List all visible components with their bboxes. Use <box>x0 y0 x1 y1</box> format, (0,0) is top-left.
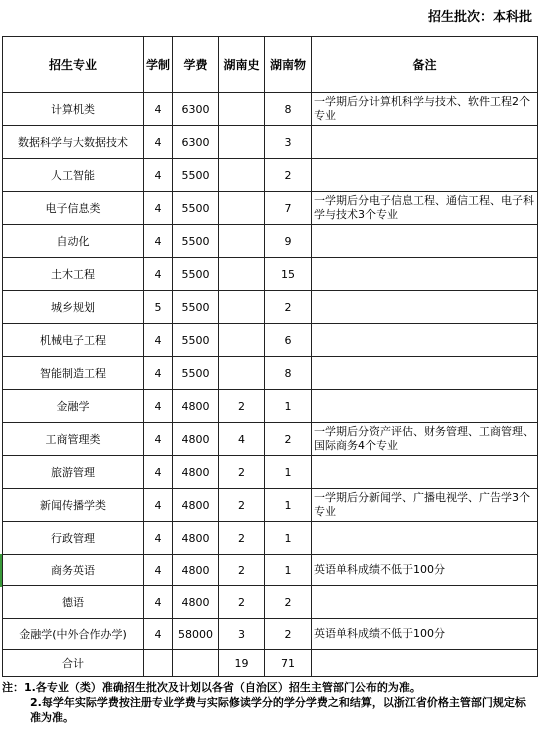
cell-physics: 2 <box>265 159 312 192</box>
cell-major: 土木工程 <box>3 258 144 291</box>
cell-major: 计算机类 <box>3 93 144 126</box>
cell-history: 3 <box>219 619 265 650</box>
cell-major: 自动化 <box>3 225 144 258</box>
cell-physics: 8 <box>265 357 312 390</box>
cell-history: 2 <box>219 555 265 586</box>
cell-note: 一学期后分新闻学、广播电视学、广告学3个专业 <box>312 489 538 522</box>
cell-history: 4 <box>219 423 265 456</box>
cell-major: 数据科学与大数据技术 <box>3 126 144 159</box>
cell-tuition: 4800 <box>173 390 219 423</box>
cell-major: 行政管理 <box>3 522 144 555</box>
total-note <box>312 650 538 677</box>
col-header-remarks: 备注 <box>312 37 538 93</box>
cell-major: 新闻传播学类 <box>3 489 144 522</box>
cell-major: 城乡规划 <box>3 291 144 324</box>
cell-physics: 1 <box>265 456 312 489</box>
cell-major: 金融学 <box>3 390 144 423</box>
table-row <box>3 192 538 225</box>
cell-years: 4 <box>144 456 173 489</box>
cell-years: 4 <box>144 619 173 650</box>
cell-note <box>312 390 538 423</box>
cell-physics: 7 <box>265 192 312 225</box>
cell-physics: 1 <box>265 489 312 522</box>
cell-years: 4 <box>144 258 173 291</box>
table-row <box>3 159 538 192</box>
cell-major: 智能制造工程 <box>3 357 144 390</box>
cell-history: 2 <box>219 586 265 619</box>
cell-tuition: 4800 <box>173 522 219 555</box>
cell-note <box>312 291 538 324</box>
cell-major: 电子信息类 <box>3 192 144 225</box>
cell-note: 一学期后分电子信息工程、通信工程、电子科学与技术3个专业 <box>312 192 538 225</box>
cell-note <box>312 225 538 258</box>
cell-years: 4 <box>144 390 173 423</box>
cell-years: 4 <box>144 126 173 159</box>
cell-major: 人工智能 <box>3 159 144 192</box>
cell-physics: 2 <box>265 619 312 650</box>
table-row <box>3 93 538 126</box>
cell-years: 4 <box>144 489 173 522</box>
table-row <box>3 291 538 324</box>
admission-table <box>2 36 538 677</box>
table-row <box>3 586 538 619</box>
cell-major: 机械电子工程 <box>3 324 144 357</box>
col-header-years: 学制 <box>144 37 173 93</box>
cell-note: 英语单科成绩不低于100分 <box>312 619 538 650</box>
col-header-hunan-physics: 湖南物 <box>265 37 312 93</box>
cell-history <box>219 93 265 126</box>
cell-major: 工商管理类 <box>3 423 144 456</box>
total-row <box>3 650 538 677</box>
table-row <box>3 619 538 650</box>
table-row <box>3 390 538 423</box>
cell-note <box>312 357 538 390</box>
cell-years: 4 <box>144 357 173 390</box>
cell-physics: 2 <box>265 423 312 456</box>
cell-physics: 1 <box>265 555 312 586</box>
cell-years: 4 <box>144 555 173 586</box>
cell-tuition: 5500 <box>173 225 219 258</box>
table-row <box>3 456 538 489</box>
cell-history: 2 <box>219 456 265 489</box>
cell-tuition: 5500 <box>173 192 219 225</box>
cell-tuition: 4800 <box>173 586 219 619</box>
cell-history <box>219 291 265 324</box>
cell-tuition: 5500 <box>173 258 219 291</box>
total-history: 19 <box>219 650 265 677</box>
cell-note <box>312 159 538 192</box>
cell-tuition: 5500 <box>173 291 219 324</box>
cell-major: 商务英语 <box>3 555 144 586</box>
cell-history: 2 <box>219 489 265 522</box>
batch-header: 招生批次：本科批 <box>427 10 532 25</box>
col-header-major: 招生专业 <box>3 37 144 93</box>
cell-history <box>219 126 265 159</box>
cell-physics: 3 <box>265 126 312 159</box>
table-row <box>3 357 538 390</box>
cell-years: 4 <box>144 192 173 225</box>
cell-physics: 15 <box>265 258 312 291</box>
cell-note <box>312 456 538 489</box>
cell-history: 2 <box>219 390 265 423</box>
cell-tuition: 4800 <box>173 489 219 522</box>
cell-note <box>312 586 538 619</box>
cell-years: 5 <box>144 291 173 324</box>
cell-history: 2 <box>219 522 265 555</box>
cell-physics: 8 <box>265 93 312 126</box>
cell-tuition: 4800 <box>173 555 219 586</box>
cell-note: 一学期后分资产评估、财务管理、工商管理、国际商务4个专业 <box>312 423 538 456</box>
cell-note <box>312 522 538 555</box>
cell-years: 4 <box>144 522 173 555</box>
cell-physics: 6 <box>265 324 312 357</box>
cell-major: 旅游管理 <box>3 456 144 489</box>
cell-years: 4 <box>144 586 173 619</box>
table-row <box>3 324 538 357</box>
col-header-hunan-history: 湖南史 <box>219 37 265 93</box>
cell-tuition: 6300 <box>173 126 219 159</box>
cell-tuition: 4800 <box>173 423 219 456</box>
total-years <box>144 650 173 677</box>
cell-years: 4 <box>144 93 173 126</box>
cell-history <box>219 159 265 192</box>
footnote-line-2: 2.每学年实际学费按注册专业学费与实际修读学分的学分学费之和结算，以浙江省价格主管部门规定标准为准。 <box>30 696 526 724</box>
table-row <box>3 126 538 159</box>
cell-history <box>219 225 265 258</box>
cell-tuition: 6300 <box>173 93 219 126</box>
cell-physics: 2 <box>265 291 312 324</box>
cell-tuition: 58000 <box>173 619 219 650</box>
cell-major: 金融学(中外合作办学) <box>3 619 144 650</box>
cell-history <box>219 357 265 390</box>
table-row <box>3 522 538 555</box>
table-row <box>3 258 538 291</box>
table-row <box>3 489 538 522</box>
cell-tuition: 4800 <box>173 456 219 489</box>
cell-physics: 1 <box>265 522 312 555</box>
cell-note <box>312 126 538 159</box>
cell-history <box>219 192 265 225</box>
cell-note <box>312 324 538 357</box>
cell-years: 4 <box>144 324 173 357</box>
cell-note: 英语单科成绩不低于100分 <box>312 555 538 586</box>
footnotes <box>2 680 536 725</box>
cell-major: 德语 <box>3 586 144 619</box>
cell-physics: 2 <box>265 586 312 619</box>
total-physics: 71 <box>265 650 312 677</box>
cell-note: 一学期后分计算机科学与技术、软件工程2个专业 <box>312 93 538 126</box>
cell-tuition: 5500 <box>173 357 219 390</box>
cell-physics: 1 <box>265 390 312 423</box>
cell-years: 4 <box>144 159 173 192</box>
table-row <box>3 225 538 258</box>
table-row <box>3 423 538 456</box>
cell-note <box>312 258 538 291</box>
cell-history <box>219 324 265 357</box>
cell-tuition: 5500 <box>173 159 219 192</box>
footnote-line-1: 注：1.各专业（类）准确招生批次及计划以各省（自治区）招生主管部门公布的为准。 <box>2 681 421 694</box>
table-header-row <box>3 37 538 93</box>
cell-years: 4 <box>144 225 173 258</box>
cell-physics: 9 <box>265 225 312 258</box>
col-header-tuition: 学费 <box>173 37 219 93</box>
total-label: 合计 <box>3 650 144 677</box>
table-row <box>3 555 538 586</box>
cell-tuition: 5500 <box>173 324 219 357</box>
cell-years: 4 <box>144 423 173 456</box>
cell-history <box>219 258 265 291</box>
total-tuition <box>173 650 219 677</box>
